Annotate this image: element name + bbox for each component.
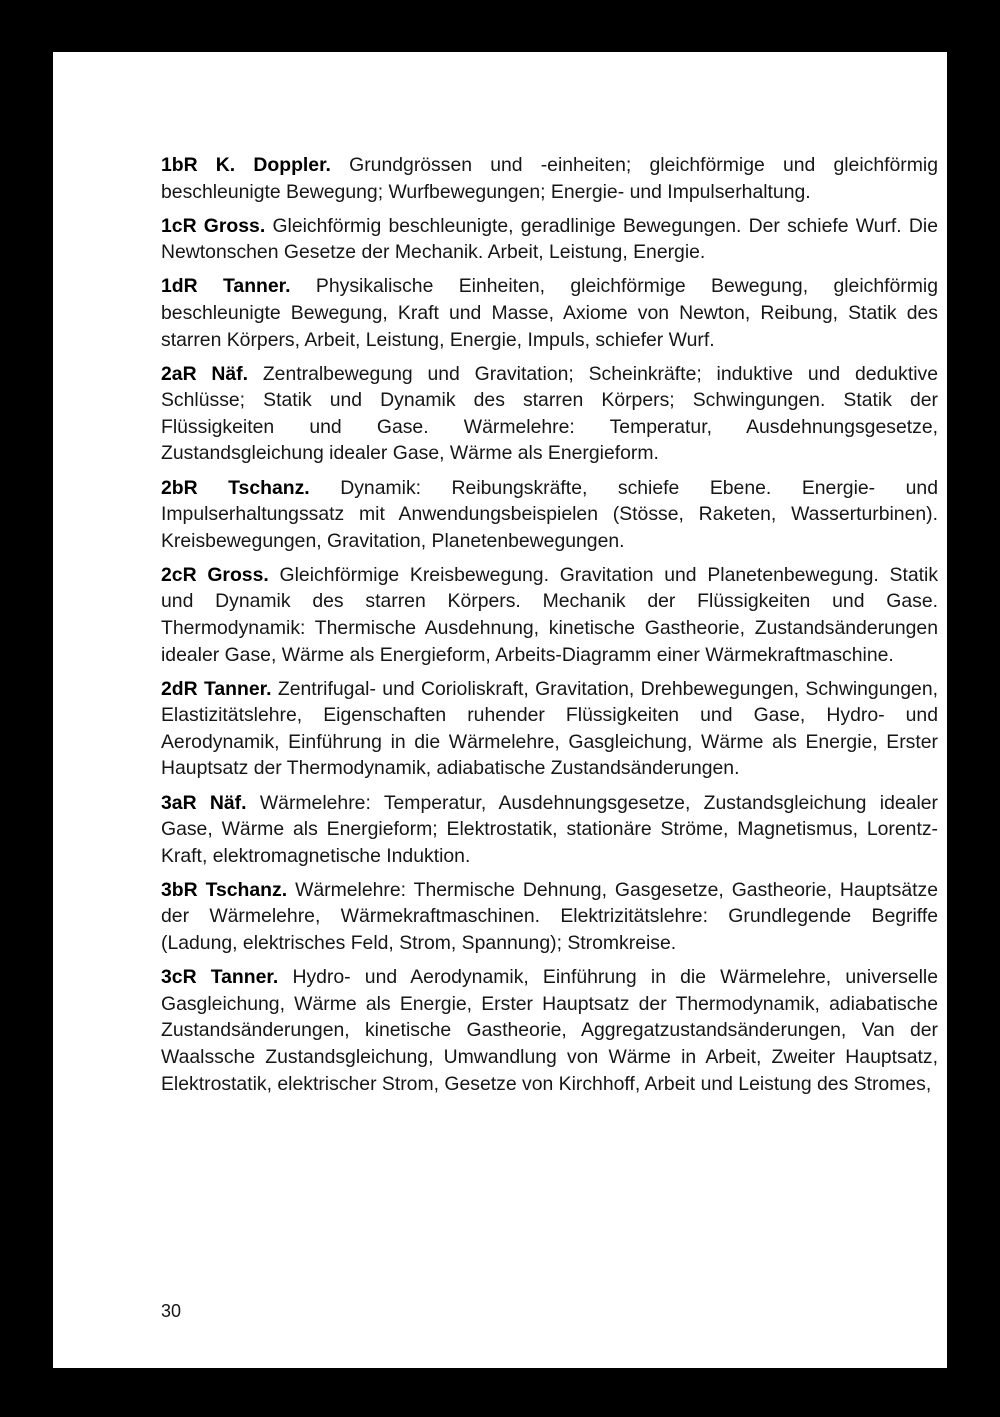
course-code-teacher: 2cR Gross. xyxy=(161,563,269,586)
course-code-teacher: 2bR Tschanz. xyxy=(161,476,310,499)
course-topics: Zentrifugal- und Corioliskraft, Gravitation, Drehbewegungen, Schwingungen, Elastizitätslehre, Eigenschaften ruhender Flüssigkeiten und Gase, Hydro- und Aerodynamik, Einführung in die Wärmelehre, Gasgleichung, Wärme als Energie, Erster Hauptsatz der Thermodynamik, adiabatische Zustandsänderungen. xyxy=(161,677,939,780)
course-topics: Wärmelehre: Temperatur, Ausdehnungsgesetze, Zustandsgleichung idealer Gase, Wärme als Energieform; Elektrostatik, stationäre Ströme, Magnetismus, Lorentz-Kraft, elektromagnetische Induktion. xyxy=(161,791,938,867)
course-topics: Gleichförmig beschleunigte, geradlinige Bewegungen. Der schiefe Wurf. Die Newtonschen Gesetze der Mechanik. Arbeit, Leistung, Energie. xyxy=(161,214,939,264)
course-entry xyxy=(161,475,938,555)
course-topics: Dynamik: Reibungskräfte, schiefe Ebene. Energie- und Impulserhaltungssatz mit Anwendungsbeispielen (Stösse, Raketen, Wasserturbinen). Kreisbewegungen, Gravitation, Planetenbewegungen. xyxy=(161,476,938,552)
course-entry xyxy=(161,790,938,870)
course-code-teacher: 2aR Näf. xyxy=(161,362,249,385)
course-code-teacher: 3bR Tschanz. xyxy=(161,878,288,901)
document-page xyxy=(53,52,947,1368)
page-number: 30 xyxy=(161,1301,182,1321)
course-topics: Physikalische Einheiten, gleichförmige Bewegung, gleichförmig beschleunigte Bewegung, Kraft und Masse, Axiome von Newton, Reibung, Statik des starren Körpers, Arbeit, Leistung, Energie, Impuls, schiefer Wurf. xyxy=(161,275,938,351)
course-topics: Grundgrössen und -einheiten; gleichförmige und gleichförmig beschleunigte Bewegung; Wurfbewegungen; Energie- und Impulserhaltung. xyxy=(161,154,939,203)
course-entry xyxy=(161,361,938,467)
course-entry xyxy=(161,964,938,1097)
course-code-teacher: 3cR Tanner. xyxy=(161,966,279,989)
course-code-teacher: 1bR K. Doppler. xyxy=(161,154,331,176)
course-code-teacher: 2dR Tanner. xyxy=(161,677,272,700)
course-entry xyxy=(161,273,938,353)
course-topics: Gleichförmige Kreisbewegung. Gravitation und Planetenbewegung. Statik und Dynamik des starren Körpers. Mechanik der Flüssigkeiten und Gase. Thermodynamik: Thermische Ausdehnung, kinetische Gastheorie, Zustandsänderungen idealer Gase, Wärme als Energieform, Arbeits-Diagramm einer Wärmekraftmaschine. xyxy=(161,563,939,666)
course-code-teacher: 1dR Tanner. xyxy=(161,275,291,298)
course-code-teacher: 3aR Näf. xyxy=(161,791,247,814)
course-entry xyxy=(161,676,938,782)
course-entry xyxy=(161,877,938,957)
course-list xyxy=(161,152,938,1105)
course-topics: Hydro- und Aerodynamik, Einführung in die Wärmelehre, universelle Gasgleichung, Wärme als Energie, Erster Hauptsatz der Thermodynamik, adiabatische Zustandsänderungen, kinetische Gastheorie, Aggregatzustandsänderungen, Van der Waalssche Zustandsgleichung, Umwandlung von Wärme in Arbeit, Zweiter Hauptsatz, Elektrostatik, elektrischer Strom, Gesetze von Kirchhoff, Arbeit und Leistung des Stromes, xyxy=(161,966,939,1095)
course-topics: Wärmelehre: Thermische Dehnung, Gasgesetze, Gastheorie, Hauptsätze der Wärmelehre, Wärmekraftmaschinen. Elektrizitätslehre: Grundlegende Begriffe (Ladung, elektrisches Feld, Strom, Spannung); Stromkreise. xyxy=(161,878,938,955)
course-entry xyxy=(161,152,938,205)
course-entry xyxy=(161,562,938,668)
course-code-teacher: 1cR Gross. xyxy=(161,214,266,237)
course-topics: Zentralbewegung und Gravitation; Scheinkräfte; induktive und deduktive Schlüsse; Statik und Dynamik des starren Körpers; Schwingungen. Statik der Flüssigkeiten und Gase. Wärmelehre: Temperatur, Ausdehnungsgesetze, Zustandsgleichung idealer Gase, Wärme als Energieform. xyxy=(161,362,939,465)
course-entry xyxy=(161,213,938,266)
